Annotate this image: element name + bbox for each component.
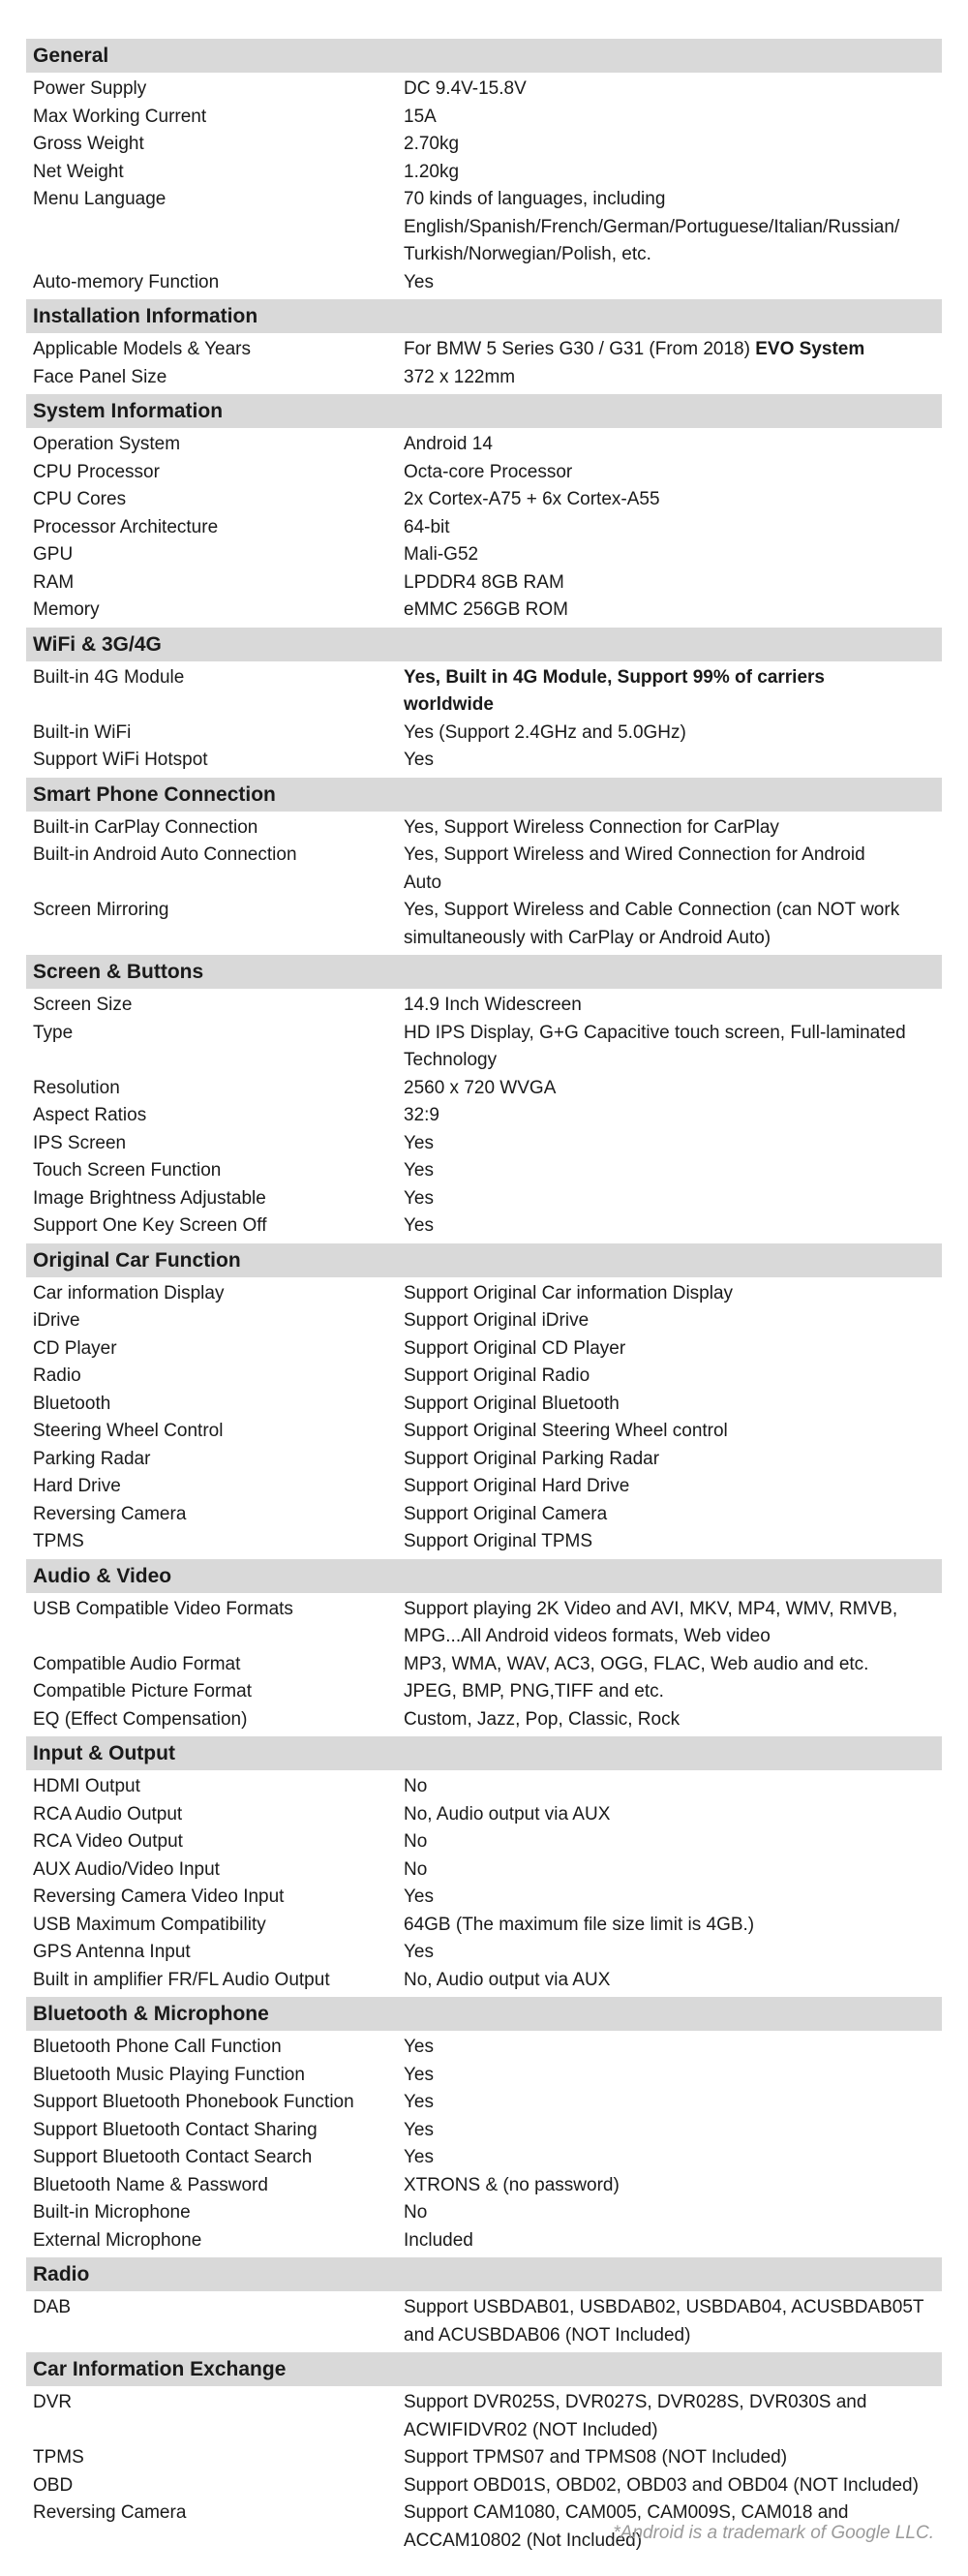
spec-value-text: Yes: [404, 1132, 434, 1153]
spec-row: [26, 269, 942, 297]
spec-value: [404, 1801, 942, 1829]
spec-value-text: JPEG, BMP, PNG,TIFF and etc.: [404, 1681, 664, 1702]
spec-value: [404, 1773, 942, 1801]
spec-value-text: Support Original TPMS: [404, 1531, 593, 1551]
spec-value: [404, 159, 942, 187]
spec-value: [404, 842, 942, 897]
spec-row: [26, 1651, 942, 1679]
spec-label: Support WiFi Hotspot: [33, 750, 208, 770]
spec-label: HDMI Output: [33, 1776, 140, 1796]
spec-value-text: 64-bit: [404, 516, 450, 537]
spec-row: [26, 2172, 942, 2200]
spec-value-text: Yes: [404, 2064, 434, 2085]
section-header-input-output: Input & Output: [26, 1736, 942, 1770]
spec-value-text: XTRONS & (no password): [404, 2174, 620, 2195]
spec-label: CPU Cores: [33, 489, 127, 509]
section-header-radio: Radio: [26, 2257, 942, 2291]
spec-row: [26, 747, 942, 775]
spec-value: [404, 1157, 942, 1185]
spec-row: [26, 2144, 942, 2172]
spec-row: [26, 1335, 942, 1364]
spec-value-text: Custom, Jazz, Pop, Classic, Rock: [404, 1708, 681, 1730]
spec-label: iDrive: [33, 1310, 80, 1331]
spec-row: [26, 1501, 942, 1529]
spec-row: [26, 992, 942, 1020]
spec-value-text: Yes: [404, 2037, 434, 2057]
spec-label: Built-in 4G Module: [33, 666, 185, 688]
spec-row: [26, 541, 942, 569]
spec-row: [26, 1912, 942, 1940]
spec-label: Operation System: [33, 434, 181, 454]
spec-value-text: Yes (Support 2.4GHz and 5.0GHz): [404, 721, 686, 743]
spec-value: [404, 1678, 942, 1706]
spec-value: [404, 597, 942, 625]
spec-label: RCA Audio Output: [33, 1803, 183, 1825]
spec-row: [26, 1157, 942, 1185]
spec-value: [404, 1528, 942, 1556]
spec-value: [404, 1075, 942, 1103]
spec-label: Support Bluetooth Contact Sharing: [33, 2119, 318, 2140]
spec-row: [26, 1939, 942, 1967]
spec-label: RAM: [33, 571, 75, 593]
spec-row: [26, 720, 942, 748]
spec-value-text: 372 x 122mm: [404, 366, 516, 387]
spec-value-text: For BMW 5 Series G30 / G31 (From 2018): [404, 339, 750, 359]
spec-label: Auto-memory Function: [33, 271, 220, 292]
spec-value-text: Support playing 2K Video and AVI, MKV, MP4, WMV, RMVB, MPG...All Android videos formats, Web video: [404, 1598, 898, 1646]
spec-value: [404, 1967, 942, 1995]
spec-label: CPU Processor: [33, 461, 160, 482]
spec-value: [404, 814, 942, 843]
spec-value: [404, 664, 942, 720]
spec-label: Bluetooth Name & Password: [33, 2174, 268, 2195]
spec-row: [26, 159, 942, 187]
spec-value-text: 70 kinds of languages, including English/Spanish/French/German/Portuguese/Italian/Russian/ Turkish/Norwegian/Polish, etc.: [404, 189, 900, 264]
spec-label: Power Supply: [33, 78, 147, 99]
spec-label: Menu Language: [33, 189, 166, 209]
spec-label: GPS Antenna Input: [33, 1942, 191, 1962]
spec-row: [26, 2089, 942, 2117]
spec-value-text: Yes: [404, 2147, 434, 2167]
spec-value: [404, 431, 942, 459]
section-header-system-information: System Information: [26, 394, 942, 428]
spec-value: [404, 992, 942, 1020]
spec-value: [404, 1212, 942, 1241]
spec-label: IPS Screen: [33, 1132, 127, 1153]
spec-label: Image Brightness Adjustable: [33, 1187, 266, 1209]
spec-row: [26, 1528, 942, 1556]
section-header-general: General: [26, 39, 942, 73]
spec-label: Screen Mirroring: [33, 900, 169, 920]
spec-row: [26, 1391, 942, 1419]
spec-value: [404, 569, 942, 598]
spec-value-text: No, Audio output via AUX: [404, 1969, 611, 1990]
spec-label: EQ (Effect Compensation): [33, 1708, 248, 1730]
spec-value: [404, 1418, 942, 1446]
spec-label: Net Weight: [33, 161, 124, 182]
spec-row: [26, 1446, 942, 1474]
spec-label: Face Panel Size: [33, 366, 167, 387]
spec-row: [26, 459, 942, 487]
spec-value: [404, 897, 942, 952]
spec-value-text: Yes: [404, 271, 434, 292]
spec-row: [26, 1075, 942, 1103]
spec-label: Max Working Current: [33, 106, 207, 127]
spec-value: [404, 364, 942, 392]
spec-value: [404, 1651, 942, 1679]
spec-row: [26, 1706, 942, 1734]
spec-value-text: Yes, Support Wireless and Cable Connection (can NOT work simultaneously with CarPlay or Android Auto): [404, 900, 900, 948]
spec-value-bold: Yes, Built in 4G Module, Support 99% of carriers worldwide: [404, 666, 825, 715]
spec-label: GPU: [33, 544, 74, 565]
spec-value: [404, 1130, 942, 1158]
spec-value: [404, 2034, 942, 2062]
spec-value-text: Yes: [404, 1160, 434, 1181]
spec-row: [26, 2472, 942, 2500]
spec-value: [404, 76, 942, 104]
spec-value: [404, 2294, 942, 2349]
spec-value-text: Support USBDAB01, USBDAB02, USBDAB04, ACUSBDAB05T and ACUSBDAB06 (NOT Included): [404, 2297, 924, 2346]
spec-row: [26, 1596, 942, 1651]
spec-value-text: Support Original Radio: [404, 1365, 590, 1386]
spec-value: [404, 336, 942, 364]
spec-value-text: No: [404, 1776, 428, 1796]
spec-value: [404, 459, 942, 487]
section-header-original-car-function: Original Car Function: [26, 1243, 942, 1277]
spec-value: [404, 1596, 942, 1651]
spec-row: [26, 1967, 942, 1995]
trademark-footnote: *Android is a trademark of Google LLC.: [613, 2523, 934, 2543]
spec-value-text: Support Original iDrive: [404, 1310, 590, 1331]
spec-value-bold: EVO System: [755, 339, 865, 359]
spec-value: [404, 720, 942, 748]
spec-value-text: Support DVR025S, DVR027S, DVR028S, DVR030S and ACWIFIDVR02 (NOT Included): [404, 2392, 867, 2440]
spec-row: [26, 1856, 942, 1885]
spec-value-text: Support Original Bluetooth: [404, 1393, 620, 1414]
spec-row: [26, 1828, 942, 1856]
spec-value-text: Included: [404, 2229, 473, 2251]
spec-label: Built-in Android Auto Connection: [33, 844, 297, 865]
spec-label: Support One Key Screen Off: [33, 1215, 267, 1236]
spec-row: [26, 1473, 942, 1501]
spec-value-text: Support Original Camera: [404, 1503, 608, 1524]
spec-label: Screen Size: [33, 995, 133, 1015]
spec-label: Aspect Ratios: [33, 1105, 147, 1125]
spec-value-text: MP3, WMA, WAV, AC3, OGG, FLAC, Web audio and etc.: [404, 1653, 869, 1674]
spec-value-text: 15A: [404, 106, 437, 127]
spec-value-text: Yes: [404, 1942, 434, 1962]
spec-label: Parking Radar: [33, 1448, 151, 1469]
section-header-screen-buttons: Screen & Buttons: [26, 955, 942, 989]
spec-value: [404, 2444, 942, 2472]
spec-value: [404, 1501, 942, 1529]
spec-value-text: 32:9: [404, 1105, 439, 1125]
spec-value-text: 2x Cortex-A75 + 6x Cortex-A55: [404, 489, 660, 509]
spec-value-text: 14.9 Inch Widescreen: [404, 995, 582, 1015]
spec-value-text: 2560 x 720 WVGA: [404, 1077, 557, 1098]
spec-row: [26, 2227, 942, 2255]
spec-value-text: Yes: [404, 1215, 434, 1236]
spec-value: [404, 1446, 942, 1474]
spec-label: RCA Video Output: [33, 1831, 183, 1852]
spec-label: Type: [33, 1022, 74, 1043]
spec-row: [26, 1212, 942, 1241]
spec-value-text: Support Original Parking Radar: [404, 1448, 660, 1469]
spec-row: [26, 431, 942, 459]
spec-value-text: Yes: [404, 2092, 434, 2112]
section-header-smart-phone-connection: Smart Phone Connection: [26, 778, 942, 812]
spec-value: [404, 2117, 942, 2145]
spec-row: [26, 842, 942, 897]
spec-value: [404, 2472, 942, 2500]
spec-value-text: 64GB (The maximum file size limit is 4GB.): [404, 1914, 755, 1935]
spec-value: [404, 186, 942, 269]
spec-label: Gross Weight: [33, 134, 144, 154]
spec-label: AUX Audio/Video Input: [33, 1858, 220, 1880]
spec-row: [26, 664, 942, 720]
spec-label: USB Maximum Compatibility: [33, 1914, 266, 1935]
spec-value-text: No, Audio output via AUX: [404, 1803, 611, 1825]
spec-label: Bluetooth Phone Call Function: [33, 2037, 282, 2057]
spec-label: Reversing Camera: [33, 1503, 187, 1524]
spec-row: [26, 2389, 942, 2444]
spec-value: [404, 104, 942, 132]
spec-value: [404, 1912, 942, 1940]
spec-value: [404, 1102, 942, 1130]
spec-label: Compatible Audio Format: [33, 1653, 241, 1674]
spec-value: [404, 1280, 942, 1308]
spec-row: [26, 76, 942, 104]
spec-value: [404, 1828, 942, 1856]
spec-value-text: HD IPS Display, G+G Capacitive touch screen, Full-laminated Technology: [404, 1022, 906, 1070]
spec-value-text: Yes: [404, 2119, 434, 2140]
spec-row: [26, 514, 942, 542]
spec-value: [404, 514, 942, 542]
spec-label: DVR: [33, 2392, 73, 2412]
spec-value-text: Yes, Support Wireless and Wired Connection for Android Auto: [404, 844, 865, 893]
spec-value-text: No: [404, 1831, 428, 1852]
spec-value: [404, 2089, 942, 2117]
spec-label: Bluetooth: [33, 1393, 111, 1414]
spec-value-text: eMMC 256GB ROM: [404, 599, 568, 620]
spec-row: [26, 1102, 942, 1130]
section-header-installation-information: Installation Information: [26, 299, 942, 333]
spec-row: [26, 104, 942, 132]
spec-label: Applicable Models & Years: [33, 339, 251, 359]
spec-value: [404, 747, 942, 775]
spec-label: OBD: [33, 2474, 74, 2496]
spec-label: Hard Drive: [33, 1476, 121, 1496]
spec-value-text: DC 9.4V-15.8V: [404, 78, 527, 99]
spec-label: Car information Display: [33, 1282, 225, 1303]
spec-row: [26, 1884, 942, 1912]
section-header-bluetooth-microphone: Bluetooth & Microphone: [26, 1997, 942, 2031]
spec-row: [26, 1678, 942, 1706]
spec-row: [26, 1363, 942, 1391]
spec-row: [26, 2062, 942, 2090]
spec-value: [404, 486, 942, 514]
spec-value: [404, 1706, 942, 1734]
spec-label: Built-in Microphone: [33, 2202, 191, 2223]
spec-value: [404, 1335, 942, 1364]
spec-row: [26, 2117, 942, 2145]
spec-value-text: Support TPMS07 and TPMS08 (NOT Included): [404, 2447, 788, 2468]
spec-row: [26, 2294, 942, 2349]
spec-label: USB Compatible Video Formats: [33, 1598, 293, 1619]
spec-row: [26, 131, 942, 159]
spec-row: [26, 186, 942, 269]
section-header-audio-video: Audio & Video: [26, 1559, 942, 1593]
spec-value: [404, 2062, 942, 2090]
spec-value-text: Android 14: [404, 434, 493, 454]
spec-label: Built-in CarPlay Connection: [33, 816, 258, 838]
spec-value: [404, 2199, 942, 2227]
section-header-car-information-exchange: Car Information Exchange: [26, 2352, 942, 2386]
spec-value-text: 1.20kg: [404, 161, 460, 182]
spec-row: [26, 336, 942, 364]
spec-value-text: Support CAM1080, CAM005, CAM009S, CAM018 and ACCAM10802 (Not Included): [404, 2502, 849, 2551]
spec-value-text: Yes, Support Wireless Connection for CarPlay: [404, 816, 779, 838]
spec-value: [404, 2389, 942, 2444]
spec-label: TPMS: [33, 2447, 84, 2468]
spec-value-text: Support Original Steering Wheel control: [404, 1421, 728, 1441]
spec-row: [26, 364, 942, 392]
spec-value-text: Yes: [404, 750, 434, 770]
spec-label: Memory: [33, 599, 100, 620]
spec-label: TPMS: [33, 1531, 84, 1551]
spec-label: Support Bluetooth Phonebook Function: [33, 2092, 354, 2112]
spec-value-text: Yes: [404, 1886, 434, 1907]
spec-row: [26, 1801, 942, 1829]
spec-label: Bluetooth Music Playing Function: [33, 2064, 305, 2085]
spec-value-text: Support Original Car information Display: [404, 1282, 734, 1303]
spec-row: [26, 1280, 942, 1308]
spec-value-text: Octa-core Processor: [404, 461, 573, 482]
spec-value-text: Support OBD01S, OBD02, OBD03 and OBD04 (NOT Included): [404, 2474, 919, 2496]
spec-value: [404, 269, 942, 297]
spec-table: [26, 36, 942, 2555]
spec-value: [404, 1363, 942, 1391]
spec-value: [404, 1856, 942, 1885]
section-header-wifi-3g-4g: WiFi & 3G/4G: [26, 628, 942, 661]
spec-row: [26, 569, 942, 598]
spec-value-text: No: [404, 1858, 428, 1880]
spec-row: [26, 1020, 942, 1075]
spec-label: Support Bluetooth Contact Search: [33, 2147, 313, 2167]
spec-row: [26, 1773, 942, 1801]
spec-label: Radio: [33, 1365, 81, 1386]
spec-row: [26, 897, 942, 952]
spec-value: [404, 1939, 942, 1967]
spec-row: [26, 1130, 942, 1158]
spec-label: Touch Screen Function: [33, 1160, 222, 1181]
spec-label: Reversing Camera: [33, 2502, 187, 2523]
spec-label: Compatible Picture Format: [33, 1681, 252, 1702]
spec-value: [404, 2227, 942, 2255]
spec-label: Built in amplifier FR/FL Audio Output: [33, 1969, 330, 1990]
spec-row: [26, 2034, 942, 2062]
spec-value: [404, 541, 942, 569]
spec-row: [26, 1307, 942, 1335]
spec-value: [404, 1020, 942, 1075]
spec-value: [404, 1185, 942, 1213]
spec-value: [404, 1473, 942, 1501]
spec-value-text: Support Original Hard Drive: [404, 1476, 630, 1496]
spec-label: DAB: [33, 2297, 72, 2317]
spec-label: Reversing Camera Video Input: [33, 1886, 285, 1907]
spec-label: Processor Architecture: [33, 516, 219, 537]
spec-value-text: 2.70kg: [404, 134, 460, 154]
spec-label: Steering Wheel Control: [33, 1421, 224, 1441]
spec-value: [404, 1391, 942, 1419]
spec-row: [26, 814, 942, 843]
spec-value: [404, 2172, 942, 2200]
spec-row: [26, 1185, 942, 1213]
spec-value: [404, 1307, 942, 1335]
spec-row: [26, 1418, 942, 1446]
spec-row: [26, 2444, 942, 2472]
spec-value-text: Yes: [404, 1187, 434, 1209]
spec-value: [404, 1884, 942, 1912]
spec-value-text: LPDDR4 8GB RAM: [404, 571, 564, 593]
spec-label: External Microphone: [33, 2229, 202, 2251]
spec-value: [404, 2144, 942, 2172]
spec-value-text: Mali-G52: [404, 544, 479, 565]
spec-row: [26, 2199, 942, 2227]
spec-value-text: Support Original CD Player: [404, 1337, 626, 1359]
spec-label: Built-in WiFi: [33, 721, 132, 743]
spec-value-text: No: [404, 2202, 428, 2223]
spec-label: CD Player: [33, 1337, 117, 1359]
spec-value: [404, 131, 942, 159]
spec-row: [26, 597, 942, 625]
spec-label: Resolution: [33, 1077, 120, 1098]
spec-row: [26, 486, 942, 514]
